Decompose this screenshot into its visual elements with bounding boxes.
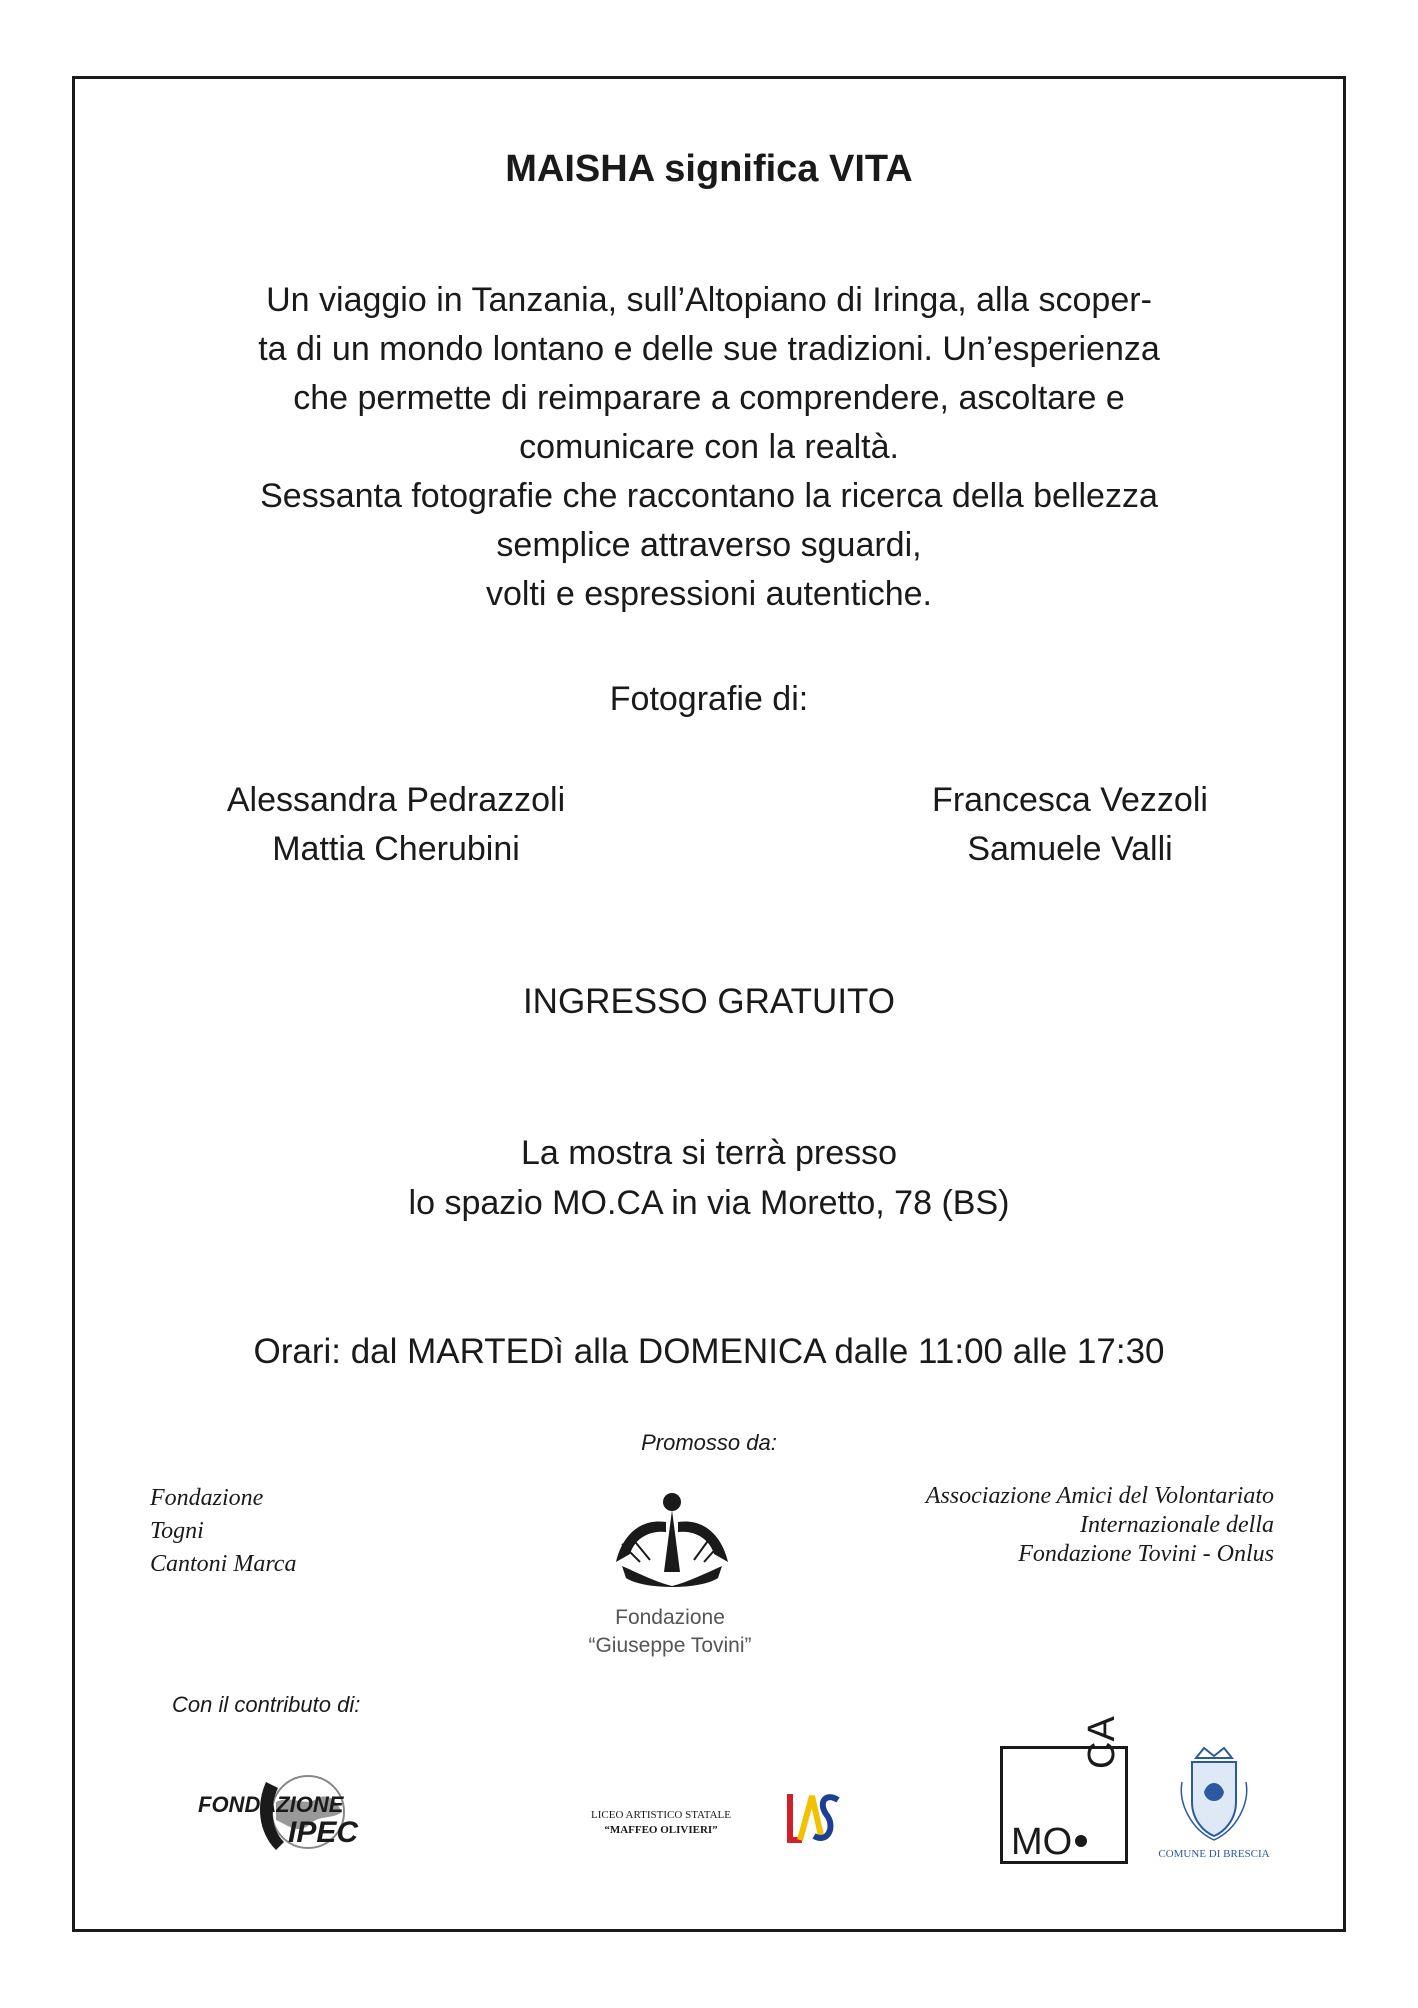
poster-title: MAISHA significa VITA xyxy=(505,148,913,190)
description-line: semplice attraverso sguardi, xyxy=(496,526,922,564)
sponsor-line: Fondazione xyxy=(150,1485,264,1511)
contribution-label: Con il contributo di: xyxy=(172,1692,361,1717)
liceo-line: “MAFFEO OLIVIERI” xyxy=(604,1824,718,1836)
sponsor-line: Togni xyxy=(150,1518,204,1544)
contributor-liceo xyxy=(568,1808,754,1838)
venue-line: lo spazio MO.CA in via Moretto, 78 (BS) xyxy=(408,1184,1010,1222)
photographer-name: Mattia Cherubini xyxy=(272,830,520,868)
description-line: Sessanta fotografie che raccontano la ricerca della bellezza xyxy=(260,477,1158,515)
sipec-name: IPEC xyxy=(288,1816,359,1849)
contributor-moca xyxy=(1000,1716,1128,1864)
description-line: comunicare con la realtà. xyxy=(519,428,899,466)
sponsor-associazione xyxy=(820,1482,1274,1569)
photographer-name: Francesca Vezzoli xyxy=(932,781,1208,819)
liceo-line: LICEO ARTISTICO STATALE xyxy=(591,1809,731,1821)
opening-hours: Orari: dal MARTEDì alla DOMENICA dalle 11:00 alle 17:30 xyxy=(253,1332,1165,1371)
entrance-info: INGRESSO GRATUITO xyxy=(522,982,896,1021)
tovini-emblem-icon xyxy=(560,1482,820,1602)
venue-info xyxy=(0,1128,1418,1228)
photographers-left xyxy=(176,776,616,874)
sponsor-line: Internazionale della xyxy=(1080,1512,1274,1538)
moca-dot-icon xyxy=(1075,1835,1087,1847)
las-logo-icon xyxy=(782,1786,842,1850)
sponsor-tovini xyxy=(560,1482,820,1662)
moca-mo: MO xyxy=(1011,1821,1073,1863)
sponsor-line: Cantoni Marca xyxy=(150,1551,297,1577)
description xyxy=(140,276,1278,619)
promoted-by-label: Promosso da: xyxy=(641,1430,777,1455)
description-line: Un viaggio in Tanzania, sull’Altopiano di Iringa, alla scoper- xyxy=(266,281,1152,319)
photos-label: Fotografie di: xyxy=(609,680,809,718)
sponsor-line: “Giuseppe Tovini” xyxy=(588,1634,752,1657)
contributor-comune xyxy=(1152,1742,1276,1872)
description-line: ta di un mondo lontano e delle sue tradizioni. Un’esperienza xyxy=(258,330,1160,368)
photographers-right xyxy=(870,776,1270,874)
description-line: che permette di reimparare a comprendere, ascoltare e xyxy=(293,379,1125,417)
photographer-name: Alessandra Pedrazzoli xyxy=(226,781,566,819)
sponsor-line: Fondazione Tovini - Onlus xyxy=(1018,1541,1274,1567)
sponsor-togni xyxy=(150,1482,410,1581)
moca-ca: CA xyxy=(1081,1716,1123,1769)
sponsor-line: Fondazione xyxy=(615,1606,725,1629)
photographer-name: Samuele Valli xyxy=(967,830,1173,868)
sponsor-line: Associazione Amici del Volontariato xyxy=(925,1483,1274,1509)
brescia-crest-icon xyxy=(1152,1742,1276,1846)
comune-label: COMUNE DI BRESCIA xyxy=(1158,1848,1270,1860)
description-line: volti e espressioni autentiche. xyxy=(485,575,933,613)
contributor-sipec xyxy=(196,1768,386,1858)
sipec-label: FONDAZIONE xyxy=(198,1792,344,1817)
venue-line: La mostra si terrà presso xyxy=(520,1134,898,1172)
